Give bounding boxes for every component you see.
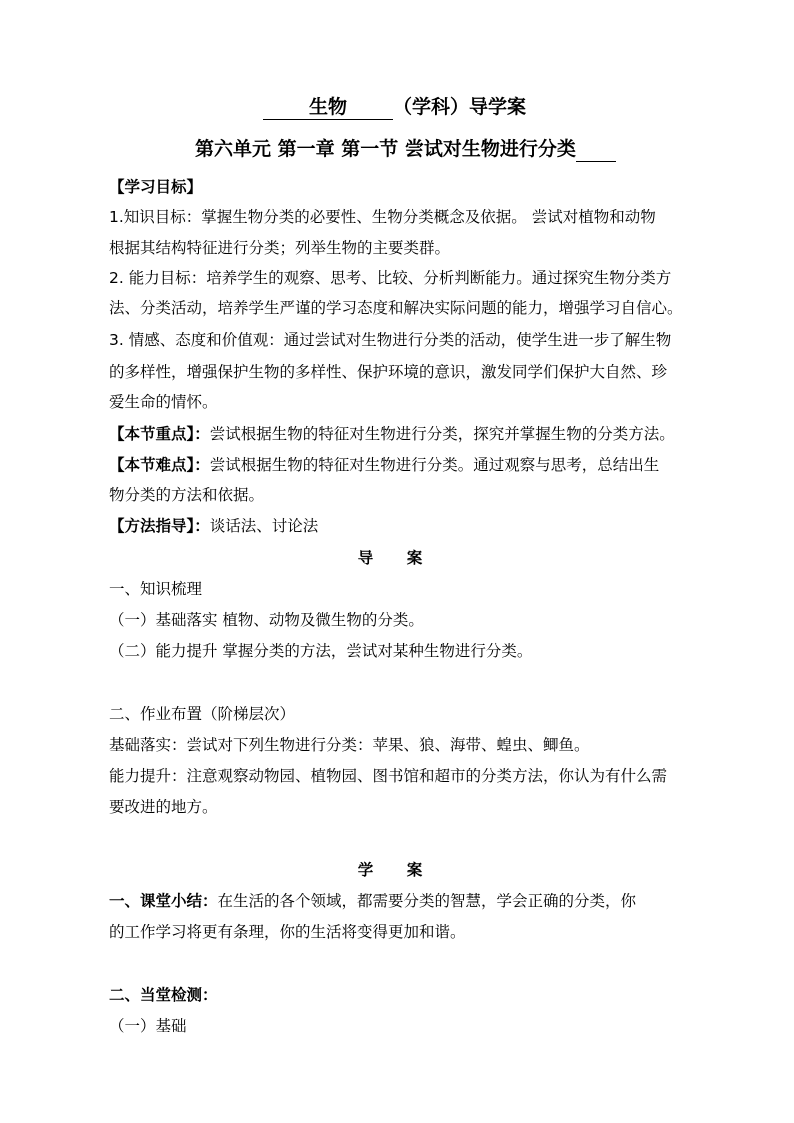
subject-name: 生物 [308,96,347,118]
homework-advanced: 能力提升：注意观察动物园、植物园、图书馆和超市的分类方法，你认为有什么需 [109,767,668,785]
homework-advanced-cont: 要改进的地方。 [109,798,218,816]
knowledge-item: （一）基础落实 植物、动物及微生物的分类。 [109,611,424,629]
objectives-heading: 【学习目标】 [109,178,203,196]
key-point [109,424,675,444]
doc-title [263,95,526,120]
study-title: 学 案 [357,861,437,879]
objective-line: 的多样性，增强保护生物的多样性、保护环境的意识，激发同学们保护大自然、珍 [109,363,668,381]
section-title: 第六单元 第一章 第一节 尝试对生物进行分类 [195,138,576,160]
guide-title: 导 案 [357,549,437,567]
method-guidance [109,516,318,536]
method-label: 【方法指导】： [109,517,210,535]
summary-label: 一、课堂小结： [109,892,218,910]
class-summary [109,891,636,911]
summary-text: 在生活的各个领域，都需要分类的智慧，学会正确的分类，你 [217,892,637,910]
title-suffix: （学科）导学案 [393,96,527,118]
objective-line: 根据其结构特征进行分类；列举生物的主要类群。 [109,239,451,257]
subject-blank [263,95,393,120]
section-title-line [195,137,616,162]
summary-cont: 的工作学习将更有条理，你的生活将变得更加和谐。 [109,923,466,941]
test-heading: 二、当堂检测： [109,986,218,1004]
key-point-label: 【本节重点】： [109,425,210,443]
difficult-point-text: 尝试根据生物的特征对生物进行分类。通过观察与思考，总结出生 [209,456,660,474]
knowledge-item: （二）能力提升 掌握分类的方法，尝试对某种生物进行分类。 [109,642,533,660]
method-text: 谈话法、讨论法 [209,517,319,535]
objective-line: 法、分类活动，培养学生严谨的学习态度和解决实际问题的能力，增强学习自信心。 [109,299,683,317]
key-point-text: 尝试根据生物的特征对生物进行分类，探究并掌握生物的分类方法。 [209,425,675,443]
objective-line: 2. 能力目标：培养学生的观察、思考、比较、分析判断能力。通过探究生物分类方 [109,269,672,287]
objective-line: 3. 情感、态度和价值观：通过尝试对生物进行分类的活动，使学生进一步了解生物 [109,331,672,349]
section-title-underline [576,137,616,162]
objective-line: 1.知识目标：掌握生物分类的必要性、生物分类概念及依据。 尝试对植物和动物 [109,208,656,226]
homework-basic: 基础落实：尝试对下列生物进行分类：苹果、狼、海带、蝗虫、鲫鱼。 [109,736,590,754]
homework-heading: 二、作业布置（阶梯层次） [109,705,296,723]
knowledge-heading: 一、知识梳理 [109,580,203,598]
test-item: （一）基础 [109,1017,187,1035]
difficult-point-cont: 物分类的方法和依据。 [109,486,265,504]
objective-line: 爱生命的情怀。 [109,393,218,411]
difficult-point-label: 【本节难点】： [109,456,210,474]
difficult-point [109,455,659,475]
